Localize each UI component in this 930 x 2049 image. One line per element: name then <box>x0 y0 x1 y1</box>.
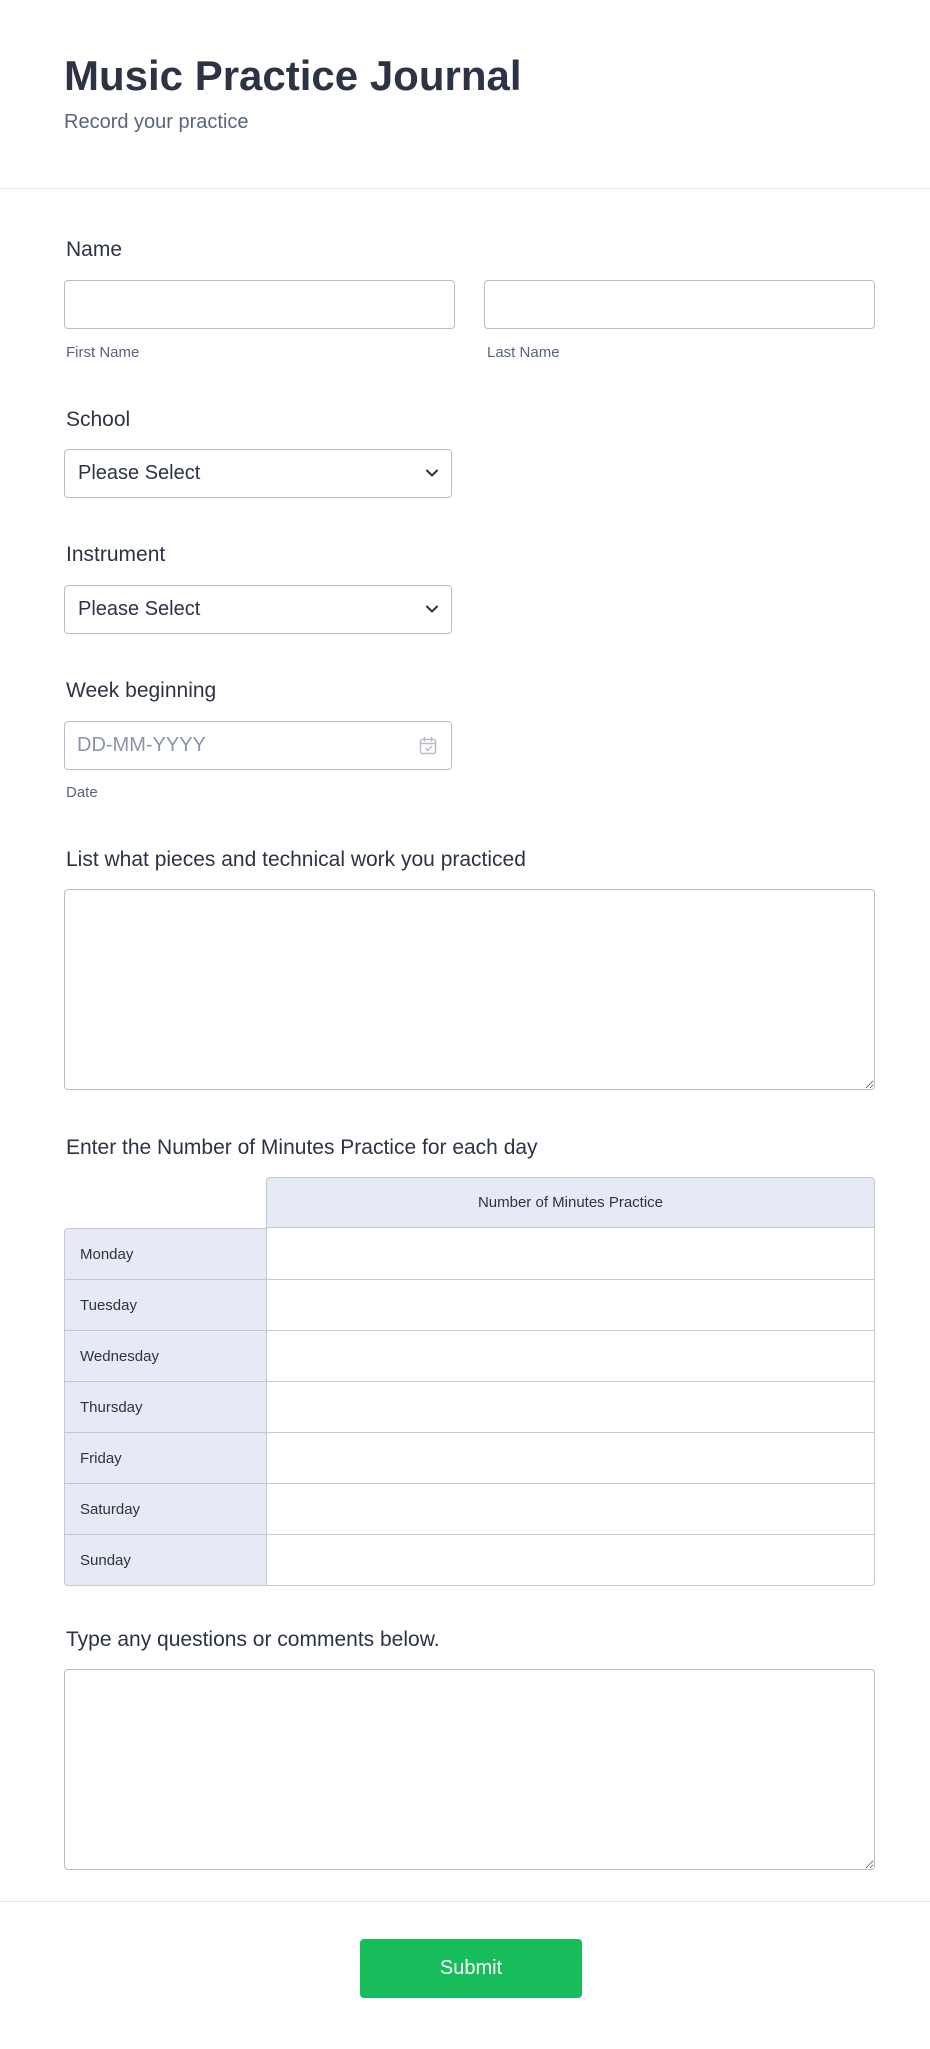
comments-textarea[interactable] <box>64 1669 875 1870</box>
table-row <box>64 1280 875 1331</box>
table-corner <box>64 1177 266 1228</box>
date-sublabel: Date <box>66 784 98 801</box>
row-label-thursday: Thursday <box>64 1382 266 1433</box>
minutes-cell-wednesday[interactable] <box>266 1331 875 1382</box>
table-row <box>64 1382 875 1433</box>
instrument-label: Instrument <box>66 543 166 566</box>
row-label-tuesday: Tuesday <box>64 1280 266 1331</box>
minutes-cell-friday[interactable] <box>266 1433 875 1484</box>
minutes-table <box>64 1177 875 1586</box>
minutes-cell-tuesday[interactable] <box>266 1280 875 1331</box>
page-title: Music Practice Journal <box>64 52 522 99</box>
row-label-monday: Monday <box>64 1228 266 1280</box>
chevron-down-icon <box>425 602 439 616</box>
table-row <box>64 1331 875 1382</box>
minutes-label: Enter the Number of Minutes Practice for each day <box>66 1136 538 1159</box>
page-subtitle: Record your practice <box>64 111 249 133</box>
school-select[interactable] <box>64 449 452 498</box>
minutes-cell-sunday[interactable] <box>266 1535 875 1586</box>
table-row <box>64 1433 875 1484</box>
minutes-cell-saturday[interactable] <box>266 1484 875 1535</box>
row-label-sunday: Sunday <box>64 1535 266 1586</box>
pieces-textarea[interactable] <box>64 889 875 1090</box>
last-name-sublabel: Last Name <box>487 344 560 361</box>
table-row <box>64 1484 875 1535</box>
date-input[interactable] <box>64 721 452 770</box>
name-label: Name <box>66 238 123 261</box>
submit-button[interactable]: Submit <box>360 1939 582 1998</box>
comments-label: Type any questions or comments below. <box>66 1628 440 1651</box>
week-beginning-label: Week beginning <box>66 679 217 702</box>
last-name-input[interactable] <box>484 280 875 329</box>
first-name-input[interactable] <box>64 280 455 329</box>
minutes-cell-monday[interactable] <box>266 1228 875 1280</box>
minutes-cell-thursday[interactable] <box>266 1382 875 1433</box>
school-select-value: Please Select <box>78 462 201 484</box>
table-row <box>64 1535 875 1586</box>
table-row <box>64 1228 875 1280</box>
row-label-wednesday: Wednesday <box>64 1331 266 1382</box>
first-name-sublabel: First Name <box>66 344 140 361</box>
chevron-down-icon <box>425 466 439 480</box>
calendar-icon[interactable] <box>418 736 438 756</box>
row-label-friday: Friday <box>64 1433 266 1484</box>
column-header-minutes: Number of Minutes Practice <box>266 1177 875 1228</box>
instrument-select[interactable] <box>64 585 452 634</box>
school-label: School <box>66 408 131 431</box>
row-label-saturday: Saturday <box>64 1484 266 1535</box>
pieces-label: List what pieces and technical work you practiced <box>66 848 526 871</box>
instrument-select-value: Please Select <box>78 598 201 620</box>
form-header <box>0 0 930 189</box>
